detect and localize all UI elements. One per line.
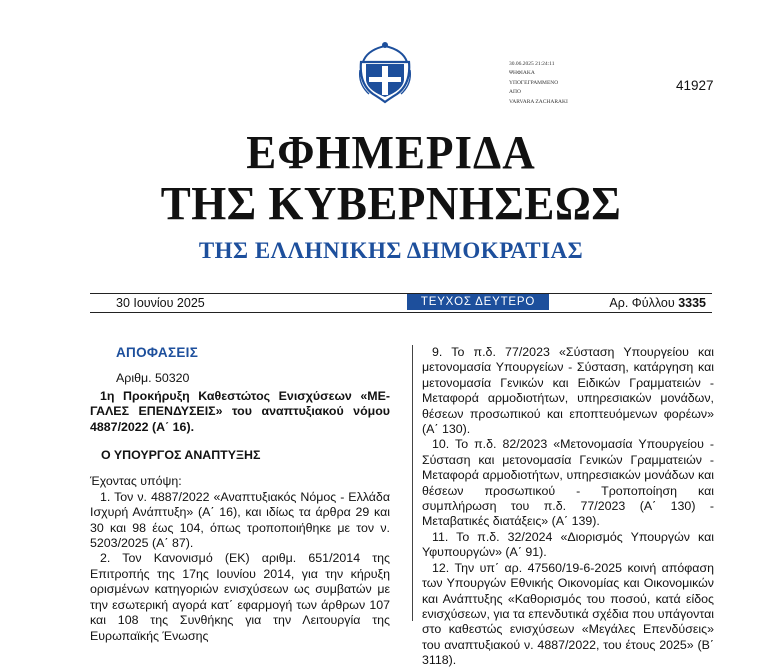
sheet-label: Αρ. Φύλλου — [609, 296, 679, 310]
masthead-subtitle: ΤΗΣ ΕΛΛΗΝΙΚΗΣ ΔΗΜΟΚΡΑΤΙΑΣ — [198, 238, 584, 263]
signature-line: 30.06.2025 21:24:11 — [509, 61, 555, 67]
paragraph: 1. Τον ν. 4887/2022 «Αναπτυξιακός Νόμος - Ελλάδα Ισχυρή Ανάπτυξη» (Α΄ 16), και ιδίως τα άρθρα 29 και 30 και 98 έως 104, όπως τροποποιήθηκε με τον ν. 5203/2025 (Α΄ 87). — [90, 489, 390, 551]
signature-line: ΨΗΦΙΑΚΑ — [509, 70, 535, 77]
left-column — [90, 345, 390, 644]
decision-subject: 1η Προκήρυξη Καθεστώτος Ενισχύσεων «ΜΕ-ΓΑΛΕΣ ΕΠΕΝΔΥΣΕΙΣ» του αναπτυξιακού νόμου 4887/2022 (Α΄ 16). — [90, 388, 390, 434]
divider — [90, 312, 712, 313]
digital-signature-block — [509, 60, 568, 107]
signature-line: VARVARA ZACHARAKI — [509, 98, 568, 105]
paragraph: 10. Το π.δ. 82/2023 «Μετονομασία Υπουργείου - Σύσταση και μετονομασία Γενικών Γραμματειών - Μεταφορά αρμοδιοτήτων, υπηρεσιακών μονάδων και θέσεων προσωπικού - Τροποποίηση και συμπλήρωση του π.δ. 77/2023 (Α΄ 130) - Μεταβατικές διατάξεις» (Α΄ 139). — [422, 437, 714, 529]
signature-line: ΑΠΟ — [509, 89, 521, 96]
right-column — [422, 345, 714, 669]
column-divider — [412, 345, 413, 621]
paragraph: 2. Τον Κανονισμό (ΕΚ) αριθμ. 651/2014 της Επιτροπής της 17ης Ιουνίου 2014, για την κήρυξη ορισμένων κατηγοριών ενισχύσεων ως συμβατών με την εσωτερική αγορά κατ΄ εφαρμογή των άρθρων 107 και 108 της Συνθήκης για την Λειτουργία της Ευρωπαϊκής Ένωσης — [90, 551, 390, 643]
signature-line: ΥΠΟΓΕΓΡΑΜΜΕΝΟ — [509, 79, 559, 86]
page-number: 41927 — [676, 78, 714, 93]
minister-heading: Ο ΥΠΟΥΡΓΟΣ ΑΝΑΠΤΥΞΗΣ — [101, 448, 261, 463]
masthead-title-line2: ΤΗΣ ΚΥΒΕΡΝΗΣΕΩΣ — [160, 177, 622, 231]
issue-info-bar — [90, 294, 712, 311]
masthead-title-line1: ΕΦΗΜΕΡΙΔΑ — [246, 126, 536, 180]
sheet-number — [609, 296, 706, 310]
decision-number: Αριθμ. 50320 — [116, 371, 190, 386]
issue-label: ΤΕΥΧΟΣ ΔΕΥΤΕΡΟ — [407, 294, 549, 310]
issue-date: 30 Ιουνίου 2025 — [116, 296, 205, 310]
greek-coat-of-arms-icon — [357, 40, 413, 104]
sheet-number-value: 3335 — [678, 296, 706, 310]
considering-label: Έχοντας υπόψη: — [90, 474, 182, 489]
paragraph: 9. Το π.δ. 77/2023 «Σύσταση Υπουργείου και μετονομασία Υπουργείων - Σύσταση, κατάργηση και μετονομασία Γενικών και Ειδικών Γραμματειών - Μεταφορά αρμοδιοτήτων, υπηρεσιακών μονάδων, θέσεων προσωπικού και εποπτευόμενων φορέων» (Α΄ 130). — [422, 345, 714, 437]
paragraph: 12. Την υπ΄ αρ. 47560/19-6-2025 κοινή απόφαση των Υπουργών Εθνικής Οικονομίας και Οικονομικών και Ανάπτυξης «Καθορισμός του ποσού, κατά είδος ενισχύσεων, για τα επενδυτικά σχέδια που υπάγονται στο καθεστώς ενισχύσεων «Μεγάλες Επενδύσεις» του αναπτυξιακού ν. 4887/2022, του έτους 2025» (Β΄ 3118). — [422, 560, 714, 668]
section-title: ΑΠΟΦΑΣΕΙΣ — [116, 345, 199, 360]
paragraph: 11. Το π.δ. 32/2024 «Διορισμός Υπουργών και Υφυπουργών» (Α΄ 91). — [422, 529, 714, 560]
